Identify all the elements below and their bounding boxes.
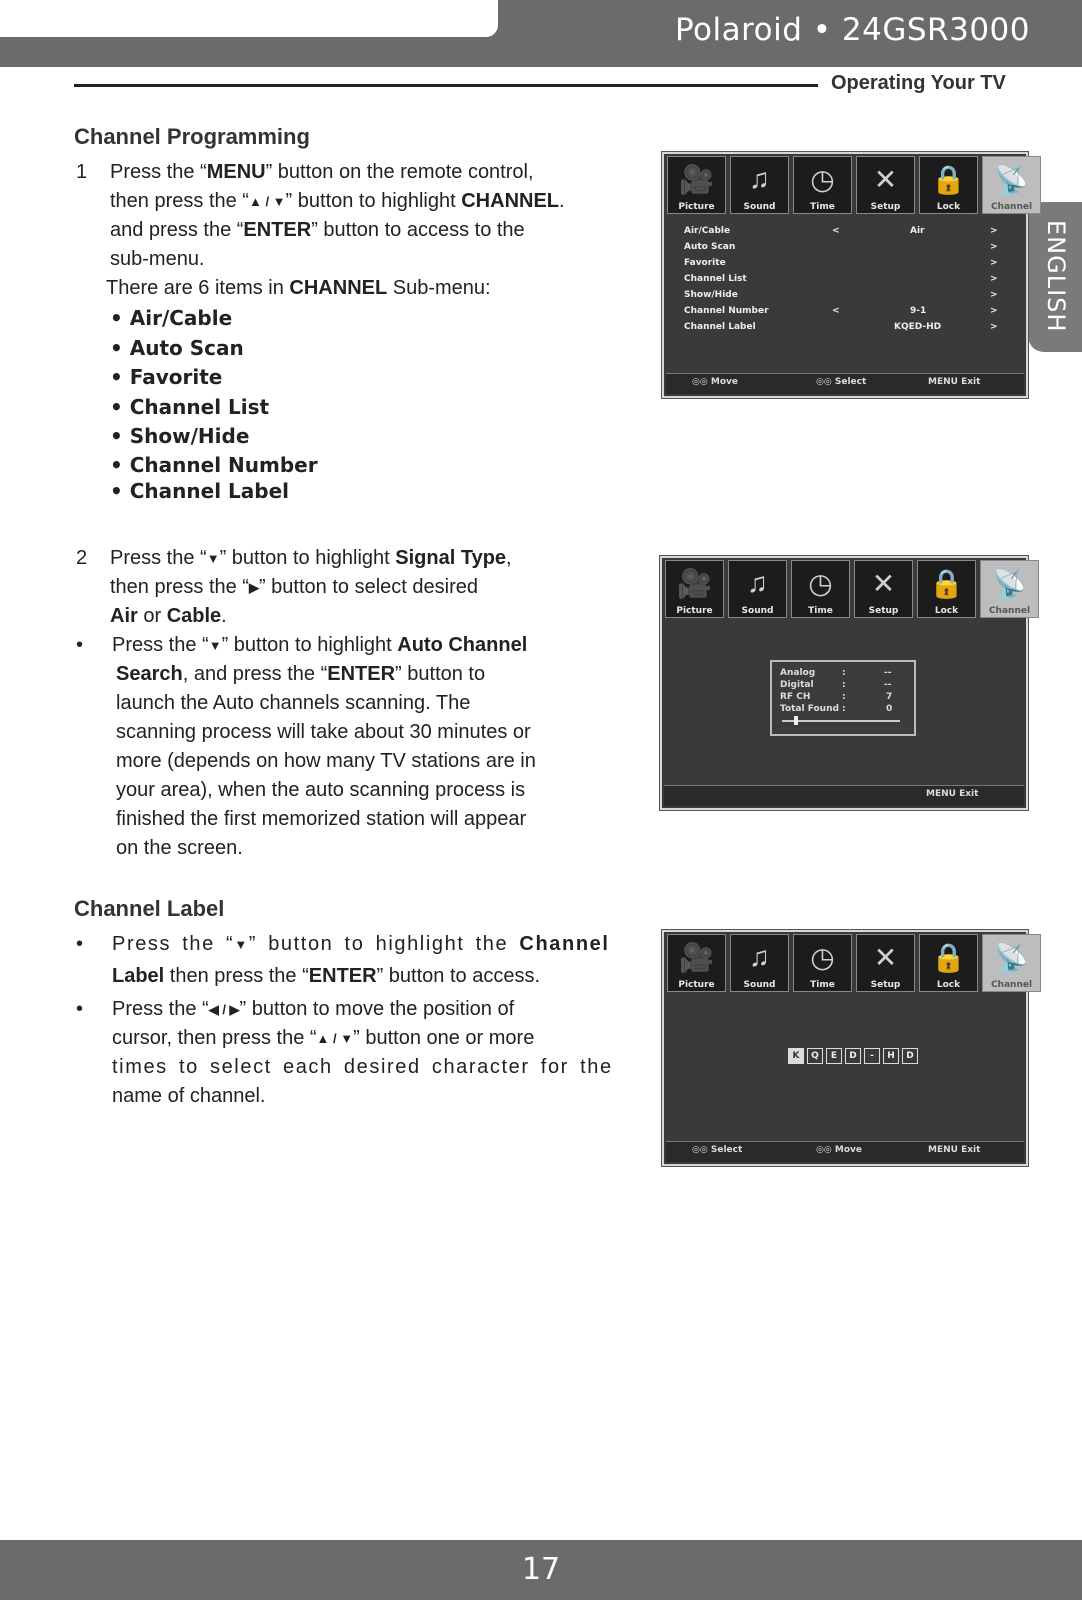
satellite-icon: 📡 <box>994 164 1029 195</box>
label-char-cell: Q <box>807 1048 823 1064</box>
autoscan-line8: on the screen. <box>116 837 243 859</box>
tv-menu-value: Air <box>910 226 925 236</box>
camera-icon: 🎥 <box>679 942 714 973</box>
section-rule <box>74 84 818 87</box>
step1-line1: Press the “MENU” button on the remote control, <box>110 161 534 183</box>
tv-menu-right-arrow: > <box>990 306 998 316</box>
tv-tab-sound: ♫ Sound <box>728 560 787 618</box>
tv-tab-time: ◷ Time <box>791 560 850 618</box>
tv-menu-value: 9-1 <box>910 306 927 316</box>
bullet-mark: • <box>76 933 84 955</box>
label-char-cell: E <box>826 1048 842 1064</box>
satellite-icon: 📡 <box>992 568 1027 599</box>
step1-line5: There are 6 items in CHANNEL Sub-menu: <box>106 277 491 299</box>
tv-screen-channel-label <box>662 930 1033 1166</box>
step2-line3: Air or Cable. <box>110 605 227 627</box>
tv-screen-auto-scan <box>660 556 1031 810</box>
bullet-mark: • <box>76 634 84 656</box>
tv-menu-row: Auto Scan <box>684 242 736 252</box>
tv-tab-picture: 🎥 Picture <box>667 156 726 214</box>
autoscan-line5: more (depends on how many TV stations are in <box>116 750 536 772</box>
tv-menu-right-arrow: > <box>990 290 998 300</box>
tv-menu-right-arrow: > <box>990 258 998 268</box>
bullet-mark: • <box>76 998 84 1020</box>
header-bar <box>0 0 1082 67</box>
label-char-cell: D <box>902 1048 918 1064</box>
updown-keys-icon: ◎◎ <box>692 377 708 387</box>
tv-tab-setup: ✕ Setup <box>856 156 915 214</box>
submenu-item: • Channel Number <box>110 453 318 477</box>
clock-icon: ◷ <box>808 568 833 599</box>
tv-screen-channel-menu <box>662 152 1033 398</box>
tv-menu-row: Channel Number <box>684 306 769 316</box>
label-char-row <box>788 1048 918 1064</box>
music-icon: ♫ <box>749 941 770 972</box>
step2-line1: Press the “▼” button to highlight Signal Type, <box>110 547 512 569</box>
lock-icon: 🔒 <box>931 164 966 195</box>
label-b2-line1: Press the “◀ / ▶” button to move the position of <box>112 998 515 1020</box>
tv-menu-row: Channel Label <box>684 322 756 332</box>
submenu-item: • Channel Label <box>110 479 289 503</box>
tv-tab-channel: 📡 Channel <box>980 560 1039 618</box>
label-b2-line4: name of channel. <box>112 1085 266 1107</box>
tv-help-bar: ◎◎ Select ◎◎ Move MENU Exit <box>666 1141 1024 1162</box>
header-tab <box>0 0 498 37</box>
autoscan-line7: finished the first memorized station will appear <box>116 808 527 830</box>
camera-icon: 🎥 <box>677 568 712 599</box>
lock-icon: 🔒 <box>929 568 964 599</box>
music-icon: ♫ <box>749 163 770 194</box>
page-number: 17 <box>521 1552 561 1587</box>
tv-menu-row: Air/Cable <box>684 226 731 236</box>
clock-icon: ◷ <box>810 942 835 973</box>
channel-programming-title: Channel Programming <box>74 124 310 149</box>
label-char-cell: D <box>845 1048 861 1064</box>
submenu-item: • Channel List <box>110 395 270 419</box>
autoscan-line3: launch the Auto channels scanning. The <box>116 692 471 714</box>
step1-line2: then press the “▲ / ▼” button to highlight CHANNEL. <box>110 190 565 212</box>
footer-bar <box>0 1540 1082 1600</box>
tv-icon-row <box>664 932 1044 996</box>
tv-icon-row <box>662 558 1042 622</box>
scan-progress-track <box>782 720 900 722</box>
tv-tab-lock: 🔒 Lock <box>919 156 978 214</box>
label-char-cell: H <box>883 1048 899 1064</box>
channel-label-title: Channel Label <box>74 896 225 921</box>
label-char-cell: - <box>864 1048 880 1064</box>
scan-status-box: Analog : -- Digital : -- RF CH : 7 Total Found : 0 <box>770 660 916 736</box>
label-char-cell: K <box>788 1048 804 1064</box>
autoscan-line6: your area), when the auto scanning process is <box>116 779 526 801</box>
tv-tab-time: ◷ Time <box>793 934 852 992</box>
tv-menu-row: Channel List <box>684 274 747 284</box>
tv-tab-setup: ✕ Setup <box>854 560 913 618</box>
tv-tab-sound: ♫ Sound <box>730 934 789 992</box>
step1-number: 1 <box>76 161 88 183</box>
menu-key-icon: MENU <box>928 377 958 387</box>
tools-icon: ✕ <box>873 942 898 973</box>
tv-tab-channel: 📡 Channel <box>982 934 1041 992</box>
tv-menu-row: Favorite <box>684 258 726 268</box>
tv-menu-right-arrow: > <box>990 226 998 236</box>
tv-menu-right-arrow: > <box>990 274 998 284</box>
tv-menu-left-arrow: < <box>832 226 840 236</box>
tv-menu-right-arrow: > <box>990 242 998 252</box>
step1-line4: sub-menu. <box>110 248 205 270</box>
scan-progress-marker <box>794 716 798 725</box>
tv-menu-value: KQED-HD <box>894 322 942 332</box>
clock-icon: ◷ <box>810 164 835 195</box>
brand-title: Polaroid • 24GSR3000 <box>674 12 1030 48</box>
tv-tab-lock: 🔒 Lock <box>917 560 976 618</box>
tv-help-bar: ◎◎ Move ◎◎ Select MENU Exit <box>666 373 1024 394</box>
satellite-icon: 📡 <box>994 942 1029 973</box>
tv-menu-left-arrow: < <box>832 306 840 316</box>
tv-tab-sound: ♫ Sound <box>730 156 789 214</box>
label-b1-line2: Label then press the “ENTER” button to access. <box>112 965 540 987</box>
label-b2-line2: cursor, then press the “▲ / ▼” button one or more <box>112 1027 535 1049</box>
submenu-item: • Air/Cable <box>110 306 233 330</box>
tv-tab-setup: ✕ Setup <box>856 934 915 992</box>
leftright-keys-icon: ◎◎ <box>816 377 832 387</box>
autoscan-line1: Press the “▼” button to highlight Auto Channel <box>112 634 528 656</box>
tv-menu-row: Show/Hide <box>684 290 738 300</box>
autoscan-line2: Search, and press the “ENTER” button to <box>116 663 486 685</box>
step2-number: 2 <box>76 547 88 569</box>
music-icon: ♫ <box>747 567 768 598</box>
tv-tab-lock: 🔒 Lock <box>919 934 978 992</box>
submenu-item: • Auto Scan <box>110 336 244 360</box>
label-b1-line1: Press the “▼” button to highlight the Channel <box>112 933 610 955</box>
tv-tab-channel: 📡 Channel <box>982 156 1041 214</box>
lock-icon: 🔒 <box>931 942 966 973</box>
language-tab-label: ENGLISH <box>1042 220 1070 333</box>
autoscan-line4: scanning process will take about 30 minutes or <box>116 721 531 743</box>
tv-tab-picture: 🎥 Picture <box>667 934 726 992</box>
label-b2-line3: times to select each desired character for the <box>112 1056 613 1078</box>
menu-key-icon: MENU <box>928 1145 958 1155</box>
tv-help-bar: MENU Exit <box>664 785 1024 806</box>
section-heading: Operating Your TV <box>831 72 1006 94</box>
step1-line3: and press the “ENTER” button to access to the <box>110 219 525 241</box>
tv-tab-picture: 🎥 Picture <box>665 560 724 618</box>
leftright-keys-icon: ◎◎ <box>816 1145 832 1155</box>
submenu-item: • Show/Hide <box>110 424 250 448</box>
tv-icon-row <box>664 154 1044 218</box>
language-tab <box>1028 202 1082 352</box>
camera-icon: 🎥 <box>679 164 714 195</box>
updown-keys-icon: ◎◎ <box>692 1145 708 1155</box>
submenu-item: • Favorite <box>110 365 223 389</box>
tv-menu-right-arrow: > <box>990 322 998 332</box>
tv-tab-time: ◷ Time <box>793 156 852 214</box>
tools-icon: ✕ <box>871 568 896 599</box>
step2-line2: then press the “▶” button to select desired <box>110 576 478 598</box>
tools-icon: ✕ <box>873 164 898 195</box>
menu-key-icon: MENU <box>926 789 956 799</box>
